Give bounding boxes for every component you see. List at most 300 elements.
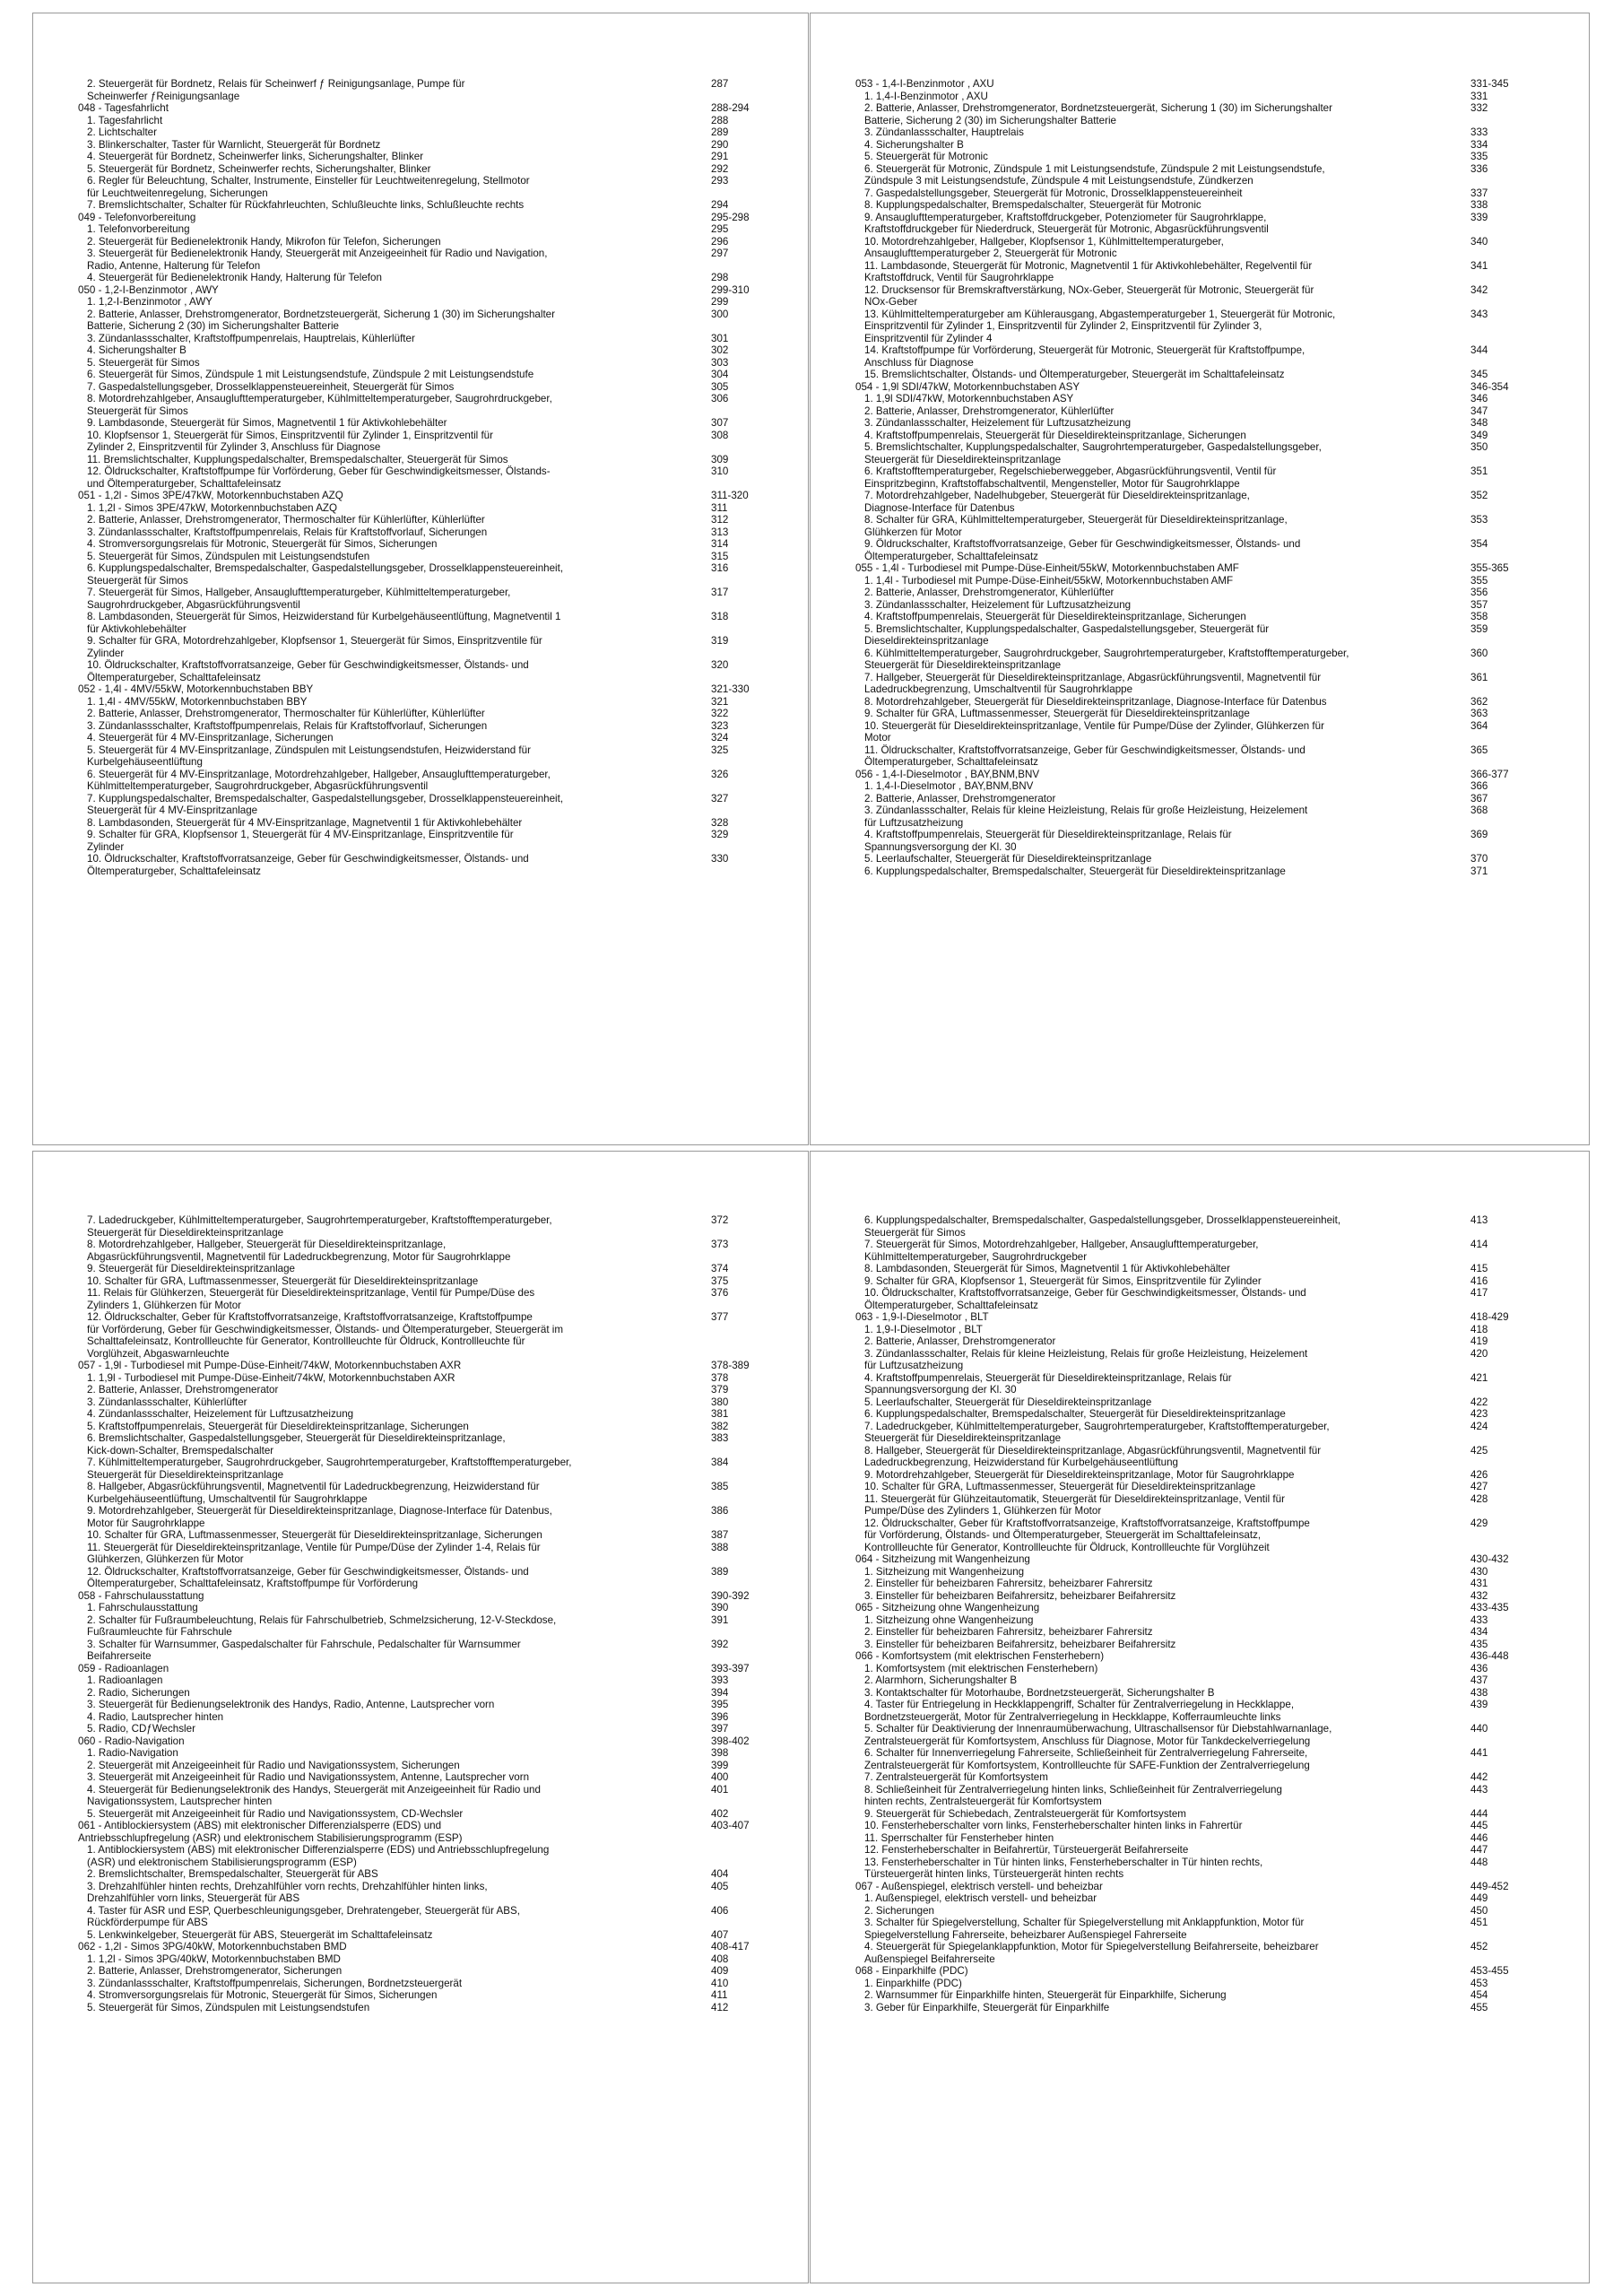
toc-entry [855,1820,1535,1832]
toc-page-number: 321 [711,695,729,708]
toc-entry [78,769,754,781]
toc-entry-title: 9. Motordrehzahlgeber, Steuergerät für Dieseldirekteinspritzanlage, Motor für Saugrohrklappe [864,1468,1295,1481]
toc-entry-title: 4. Sicherungshalter B [87,344,186,356]
toc-entry-title: 2. Einsteller für beheizbaren Fahrersitz, beheizbarer Fahrersitz [864,1578,1153,1589]
toc-page-number: 360 [1470,647,1488,659]
toc-entry [78,1566,754,1578]
toc-entry [78,562,754,575]
toc-page-number: 428 [1470,1492,1488,1505]
toc-entry [78,1687,754,1700]
toc-page-number: 398 [711,1747,729,1759]
toc-entry-title: 3. Zündanlassschalter, Kühlerlüfter [87,1396,247,1408]
toc-entry [78,1518,754,1530]
toc-entry [855,1674,1535,1687]
toc-chapter [78,1832,754,1845]
toc-entry [855,1408,1535,1421]
toc-entry-title: 12. Öldruckschalter, Geber für Kraftstoffvorratsanzeige, Kraftstoffvorratsanzeige, Kraftstoffpumpe [864,1517,1310,1529]
toc-entry-title: 3. Zündanlassschalter, Kraftstoffpumpenrelais, Relais für Kraftstoffvorlauf, Sicherungen [87,719,488,732]
toc-entry-title: 9. Steuergerät für Schiebedach, Zentralsteuergerät für Komfortsystem [864,1807,1186,1820]
toc-page-number: 352 [1470,490,1488,501]
toc-entry-title: 14. Kraftstoffpumpe für Vorförderung, Steuergerät für Motronic, Steuergerät für Kraftstoffpumpe, [864,344,1305,356]
toc-entry-title: Steuergerät für Dieseldirekteinspritzanlage [864,1432,1062,1444]
toc-page-number: 455 [1470,2001,1488,2013]
toc-entry [78,804,754,817]
toc-entry-title: 3. Zündanlassschalter, Kraftstoffpumpenrelais, Relais für Kraftstoffvorlauf, Sicherungen [87,526,488,538]
toc-entry [855,151,1535,163]
toc-page-number: 445 [1470,1820,1488,1831]
toc-entry [855,1796,1535,1808]
toc-entry [855,648,1535,660]
toc-page-number: 423 [1470,1408,1488,1420]
toc-entry [78,430,754,442]
toc-entry-title: 7. Zentralsteuergerät für Komfortsystem [864,1771,1048,1783]
toc-page-number: 413 [1470,1214,1488,1226]
toc-entry-title: 3. Zündanlassschalter, Kraftstoffpumpenrelais, Sicherungen, Bordnetzsteuergerät [87,1977,463,1989]
toc-entry [78,187,754,200]
toc-entry [855,587,1535,599]
toc-page-number: 317 [711,587,729,598]
toc-entry-title: 6. Steuergerät für Simos, Zündspule 1 mit Leistungsendstufe, Zündspule 2 mit Leistungsendstufe [87,369,534,380]
toc-entry [78,441,754,454]
toc-entry [78,405,754,418]
toc-page-number: 425 [1470,1444,1488,1457]
toc-entry [78,1287,754,1300]
toc-entry [855,538,1535,551]
toc-entry-title: 052 - 1,4l - 4MV/55kW, Motorkennbuchstaben BBY [78,683,314,695]
toc-entry [855,1771,1535,1784]
toc-entry-title: 1. 1,4l - Turbodiesel mit Pumpe-Düse-Einheit/55kW, Motorkennbuchstaben AMF [864,574,1234,587]
toc-entry-title: 8. Motordrehzahlgeber, Hallgeber, Steuergerät für Dieseldirekteinspritzanlage, [87,1239,447,1250]
toc-entry [78,1953,754,1966]
toc-entry-title: 12. Fensterheberschalter in Beifahrertür, Türsteuergerät Beifahrerseite [864,1844,1189,1856]
toc-entry [78,1457,754,1469]
toc-page-number: 400 [711,1771,729,1783]
toc-page-number: 340 [1470,235,1488,248]
toc-entry-title: (ASR) und elektronischem Stabilisierungsprogramm (ESP) [87,1856,357,1868]
toc-page-number [706,672,711,684]
toc-page-number [1465,1542,1470,1554]
toc-entry-title: Zylinder [87,840,125,853]
toc-page-number: 287 [711,78,729,90]
toc-entry [855,1505,1535,1518]
toc-entry [855,260,1535,273]
toc-entry [855,853,1535,865]
toc-entry-title: 5. Steuergerät für 4 MV-Einspritzanlage, Zündspulen mit Leistungsendstufen, Heizwiderstand für [87,744,531,756]
toc-entry-title: 2. Batterie, Anlasser, Drehstromgenerator, Bordnetzsteuergerät, Sicherung 1 (30) im Sicherungshalter [87,308,555,320]
toc-entry-title: 058 - Fahrschulausstattung [78,1589,204,1602]
toc-page-number: 309 [711,453,729,465]
toc-entry-title: 7. Kupplungspedalschalter, Bremspedalschalter, Gaspedalstellungsgeber, Drosselklappensteuereinheit, [87,792,564,804]
toc-page-number: 387 [711,1529,729,1541]
toc-entry [855,320,1535,333]
toc-entry-title: 065 - Sitzheizung ohne Wangenheizung [855,1602,1040,1613]
toc-page-number: 358 [1470,611,1488,622]
toc-entry-title: 5. Leerlaufschalter, Steuergerät für Dieseldirekteinspritzanlage [864,853,1152,865]
toc-page-number [706,405,711,418]
toc-entry [855,1300,1535,1312]
toc-entry-title: 2. Batterie, Anlasser, Drehstromgenerator, Kühlerlüfter [864,587,1115,598]
toc-entry [78,587,754,599]
toc-page-number [1465,320,1470,333]
toc-entry-title: 2. Radio, Sicherungen [87,1686,190,1699]
toc-entry [855,623,1535,636]
toc-entry [855,490,1535,502]
toc-page-number [706,1251,711,1264]
toc-entry-title: 1. Komfortsystem (mit elektrischen Fensterhebern) [864,1662,1098,1674]
toc-page-number: 348 [1470,417,1488,429]
toc-entry-title: 4. Steuergerät für Spiegelanklappfunktion, Motor für Spiegelverstellung Beifahrerseite, beheizbarer [864,1941,1319,1952]
toc-page-number: 334 [1470,138,1488,151]
toc-page-number [706,187,711,200]
toc-page-number: 313 [711,526,729,538]
toc-entry-title: 9. Schalter für GRA, Luftmassenmesser, Steuergerät für Dieseldirekteinspritzanlage [864,708,1250,719]
toc-page-number: 373 [711,1239,729,1250]
toc-page-number [1465,1953,1470,1966]
toc-entry-title: 4. Zündanlassschalter, Heizelement für Luftzusatzheizung [87,1408,354,1420]
toc-entry-title: 11. Lambdasonde, Steuergerät für Motronic, Magnetventil 1 für Aktivkohlebehälter, Regelventil für [864,259,1313,272]
toc-entry [855,1214,1535,1227]
toc-page-number: 431 [1470,1578,1488,1589]
toc-entry-title: 1. 1,9l - Turbodiesel mit Pumpe-Düse-Einheit/74kW, Motorkennbuchstaben AXR [87,1371,455,1384]
toc-entry [78,1747,754,1760]
toc-entry [855,1929,1535,1942]
toc-entry-title: Steuergerät für Dieseldirekteinspritzanlage [864,659,1062,671]
toc-entry-title: 8. Hallgeber, Abgasrückführungsventil, Magnetventil für Ladedruckbegrenzung, Heizwiderstand für [87,1481,540,1492]
toc-entry [855,441,1535,454]
toc-page-number: 289 [711,126,729,138]
toc-entry-title: 2. Einsteller für beheizbaren Fahrersitz, beheizbarer Fahrersitz [864,1626,1153,1638]
toc-entry [78,163,754,176]
toc-page-number: 296 [711,235,729,248]
toc-entry-title: 7. Ladedruckgeber, Kühlmitteltemperaturgeber, Saugrohrtemperaturgeber, Kraftstofftemperaturgeber, [87,1214,552,1226]
toc-page-number [1465,1360,1470,1372]
toc-entry [78,1324,754,1336]
toc-entry-title: 5. Bremslichtschalter, Kupplungspedalschalter, Gaspedalstellungsgeber, Steuergerät für [864,622,1270,635]
toc-page-number: 398-402 [711,1735,750,1747]
toc-page-number [1465,659,1470,672]
toc-entry-title: 5. Steuergerät mit Anzeigeeinheit für Radio und Navigationssystem, CD-Wechsler [87,1807,464,1820]
toc-entry-title: Kurbelgehäuseentlüftung, Umschaltventil für Saugrohrklappe [87,1492,368,1505]
toc-entry [78,526,754,539]
toc-entry-title: 061 - Antiblockiersystem (ABS) mit elektronischer Differenzialsperre (EDS) und [78,1820,442,1831]
toc-chapter [855,1881,1535,1893]
toc-page-number: 363 [1470,708,1488,719]
toc-entry-title: 7. Steuergerät für Simos, Motordrehzahlgeber, Hallgeber, Ansauglufttemperaturgeber, [864,1239,1259,1250]
toc-entry-title: 5. Steuergerät für Simos [87,356,200,369]
toc-entry-title: 5. Steuergerät für Bordnetz, Scheinwerfer rechts, Sicherungshalter, Blinker [87,162,431,175]
toc-entry-title: 5. Radio, CDƒWechsler [87,1723,195,1735]
toc-entry-title: 1. Sitzheizung mit Wangenheizung [864,1565,1025,1578]
toc-page-number: 293 [711,175,729,187]
toc-page-number: 371 [1470,865,1488,877]
toc-lines [78,1214,754,2274]
toc-page-number [1465,1251,1470,1264]
toc-entry-title: Zentralsteuergerät für Komfortsystem, Kontrollleuchte für SAFE-Funktion der Zentralverriegelung [864,1759,1310,1771]
toc-entry-title: 1. Telefonvorbereitung [87,223,190,235]
toc-entry [78,514,754,526]
toc-entry-title: Abgasrückführungsventil, Magnetventil für Ladedruckbegrenzung, Motor für Saugrohrklappe [87,1250,511,1263]
toc-page-number: 430-432 [1470,1553,1509,1565]
toc-entry [855,793,1535,805]
toc-entry-title: 9. Motordrehzahlgeber, Steuergerät für Dieseldirekteinspritzanlage, Diagnose-Interface für Datenbus, [87,1505,552,1517]
toc-page-number: 453-455 [1470,1965,1509,1977]
toc-entry [855,223,1535,236]
toc-entry [855,1978,1535,1990]
toc-page-number [1465,756,1470,769]
toc-page-number: 406 [711,1904,729,1917]
toc-page-number: 418 [1470,1323,1488,1335]
toc-entry [855,1578,1535,1590]
toc-page-number [706,1324,711,1336]
toc-page-number: 438 [1470,1686,1488,1699]
toc-entry [78,744,754,757]
toc-entry-title: 051 - 1,2l - Simos 3PE/47kW, Motorkennbuchstaben AZQ [78,490,343,501]
toc-entry [78,357,754,370]
toc-entry [855,1832,1535,1845]
toc-entry-title: 8. Lambdasonden, Steuergerät für 4 MV-Einspritzanlage, Magnetventil 1 für Aktivkohlebehälter [87,816,523,829]
toc-page-number: 408-417 [711,1941,750,1952]
toc-entry [855,502,1535,515]
toc-page-number [1465,1711,1470,1724]
toc-entry-title: 12. Öldruckschalter, Geber für Kraftstoffvorratsanzeige, Kraftstoffvorratsanzeige, Kraftstoffpumpe [87,1311,533,1323]
toc-entry [855,1760,1535,1772]
toc-entry-title: 8. Lambdasonden, Steuergerät für Simos, Magnetventil 1 für Aktivkohlebehälter [864,1263,1230,1274]
toc-entry-title: 2. Batterie, Anlasser, Drehstromgenerator, Bordnetzsteuergerät, Sicherung 1 (30) im Sicherungshalter [864,102,1332,114]
toc-page-number: 320 [711,659,729,671]
toc-page-number: 295-298 [711,211,750,223]
toc-entry-title: 11. Steuergerät für Dieseldirekteinspritzanlage, Ventile für Pumpe/Düse der Zylinder 1-4, Relais für [87,1541,541,1553]
toc-entry [78,853,754,865]
toc-page-number: 385 [711,1481,729,1492]
toc-entry [78,1905,754,1918]
toc-entry-title: 10. Öldruckschalter, Kraftstoffvorratsanzeige, Geber für Geschwindigkeitsmesser, Ölstands- und [864,1287,1306,1299]
toc-chapter [78,284,754,297]
toc-entry-title: 1. Fahrschulausstattung [87,1602,198,1613]
toc-entry [855,696,1535,709]
toc-page-number: 328 [711,816,729,829]
toc-entry-title: 11. Relais für Glühkerzen, Steuergerät für Dieseldirekteinspritzanlage, Ventil für Pumpe/Düse des [87,1287,535,1299]
toc-entry [78,1965,754,1978]
toc-entry-title: 6. Kühlmitteltemperaturgeber, Saugrohrdruckgeber, Saugrohrtemperaturgeber, Kraftstofftemperaturgeber, [864,647,1349,659]
toc-entry [855,1360,1535,1372]
toc-entry [78,115,754,127]
toc-entry [855,1711,1535,1724]
toc-page-number: 335 [1470,151,1488,162]
toc-page-number: 452 [1470,1941,1488,1952]
toc-entry-title: 049 - Telefonvorbereitung [78,211,196,223]
toc-page-number: 288-294 [711,102,750,114]
toc-page-number: 389 [711,1565,729,1578]
toc-entry [855,333,1535,345]
toc-entry-title: 3. Einsteller für beheizbaren Beifahrersitz, beheizbarer Beifahrersitz [864,1589,1176,1602]
toc-entry [78,1978,754,1990]
toc-page-number: 411 [711,1989,728,2001]
toc-entry-title: 055 - 1,4l - Turbodiesel mit Pumpe-Düse-Einheit/55kW, Motorkennbuchstaben AMF [855,562,1239,574]
toc-entry-title: Steuergerät für Dieseldirekteinspritzanlage [87,1226,284,1239]
toc-page-number: 427 [1470,1481,1488,1492]
toc-entry [78,1275,754,1288]
toc-entry-title: 1. Außenspiegel, elektrisch verstell- und beheizbar [864,1892,1097,1904]
toc-entry-title: 3. Kontaktschalter für Motorhaube, Bordnetzsteuergerät, Sicherungshalter B [864,1686,1215,1699]
toc-entry [78,1214,754,1227]
toc-entry-title: 067 - Außenspiegel, elektrisch verstell- und beheizbar [855,1880,1103,1892]
toc-page-number: 316 [711,562,729,574]
toc-entry-title: Steuergerät für Dieseldirekteinspritzanlage [87,1468,284,1481]
toc-entry-title: Ansauglufttemperaturgeber 2, Steuergerät für Motronic [864,248,1117,259]
toc-entry-title: 10. Motordrehzahlgeber, Hallgeber, Klopfsensor 1, Kühlmitteltemperaturgeber, [864,235,1224,248]
toc-entry-title: 1. Einparkhilfe (PDC) [864,1977,962,1989]
toc-page-number: 433-435 [1470,1602,1509,1613]
toc-entry-title: Ladedruckbegrenzung, Heizwiderstand für Kurbelgehäuseentlüftung [864,1457,1178,1468]
toc-entry-title: 7. Ladedruckgeber, Kühlmitteltemperaturgeber, Saugrohrtemperaturgeber, Kraftstofftemperaturgeber, [864,1420,1330,1432]
toc-entry-title: 1. 1,9l SDI/47kW, Motorkennbuchstaben ASY [864,393,1074,404]
toc-page-number [1465,1384,1470,1396]
toc-entry [855,91,1535,103]
toc-entry-title: 054 - 1,9l SDI/47kW, Motorkennbuchstaben ASY [855,380,1080,393]
toc-page-number: 441 [1470,1747,1488,1759]
toc-page-number: 290 [711,138,729,151]
toc-page-number: 325 [711,744,729,756]
toc-entry [855,1384,1535,1396]
toc-entry-title: 4. Steuergerät für Bedienelektronik Handy, Halterung für Telefon [87,272,382,283]
toc-entry [78,829,754,841]
toc-entry-title: Rückförderpumpe für ABS [87,1917,208,1928]
toc-entry [78,1493,754,1506]
toc-entry-title: 3. Steuergerät für Bedienungselektronik des Handys, Radio, Antenne, Lautsprecher vorn [87,1699,495,1710]
toc-page-number [1465,357,1470,370]
toc-entry-title: 7. Bremslichtschalter, Schalter für Rückfahrleuchten, Schlußleuchte links, Schlußleuchte rechts [87,199,525,211]
toc-entry [78,672,754,684]
toc-entry-title: 6. Kupplungspedalschalter, Bremspedalschalter, Steuergerät für Dieseldirekteinspritzanlage [864,865,1286,877]
toc-entry-title: Steuergerät für Simos [87,404,188,417]
toc-page-number: 383 [711,1432,729,1444]
toc-entry-title: 10. Klopfsensor 1, Steuergerät für Simos, Einspritzventil für Zylinder 1, Einspritzventil für [87,429,493,441]
toc-entry [78,502,754,515]
toc-page-number [706,1348,711,1361]
toc-entry-title: 4. Stromversorgungsrelais für Motronic, Steuergerät für Simos, Sicherungen [87,1989,438,2001]
toc-page-number: 322 [711,708,729,719]
toc-entry-title: 8. Motordrehzahlgeber, Steuergerät für Dieseldirekteinspritzanlage, Diagnose-Interface für Datenbus [864,695,1327,708]
toc-entry [855,1518,1535,1530]
toc-entry [78,417,754,430]
toc-chapter [855,1602,1535,1614]
toc-chapter [855,78,1535,91]
toc-entry [855,1348,1535,1361]
toc-entry [855,829,1535,841]
toc-page-number: 361 [1470,671,1488,683]
toc-entry-title: 8. Schließeinheit für Zentralverriegelung hinten links, Schließeinheit für Zentralverriegelung [864,1783,1282,1796]
toc-page-number: 349 [1470,429,1488,441]
toc-entry-title: 1. Radioanlagen [87,1674,163,1686]
toc-chapter [78,1735,754,1748]
toc-entry [78,1421,754,1433]
toc-page-number: 382 [711,1420,729,1432]
toc-entry-title: Außenspiegel Beifahrerseite [864,1952,995,1965]
toc-page-number: 436 [1470,1662,1488,1674]
toc-chapter [78,102,754,115]
toc-entry [855,732,1535,744]
toc-entry-title: 2. Steuergerät für Bordnetz, Relais für Scheinwerf ƒ Reinigungsanlage, Pumpe für [87,78,465,90]
toc-entry-title: 2. Steuergerät mit Anzeigeeinheit für Radio und Navigationssystem, Sicherungen [87,1759,460,1771]
toc-entry-title: 5. Steuergerät für Simos, Zündspulen mit Leistungsendstufen [87,550,370,562]
toc-entry [855,1699,1535,1711]
toc-page-number: 408 [711,1952,729,1965]
toc-page-number [706,1578,711,1590]
toc-page-number: 300 [711,308,729,320]
toc-page-number: 355 [1470,574,1488,587]
toc-page-number: 353 [1470,514,1488,526]
toc-entry-title: 8. Kupplungspedalschalter, Bremspedalschalter, Steuergerät für Motronic [864,199,1201,211]
toc-entry-title: Zündspule 3 mit Leistungsendstufe, Zündspule 4 mit Leistungsendstufe, Zündkerzen [864,175,1253,187]
toc-entry [78,465,754,478]
toc-page-number [1465,526,1470,539]
toc-entry-title: Kurbelgehäuseentlüftung [87,756,203,768]
toc-entry-title: für Vorförderung, Geber für Geschwindigkeitsmesser, Ölstands- und Öltemperaturgeber, Steuergerät im [87,1323,563,1335]
toc-entry [855,1917,1535,1929]
toc-page-number: 436-448 [1470,1650,1509,1662]
toc-page-number: 368 [1470,804,1488,816]
toc-entry-title: 6. Kupplungspedalschalter, Bremspedalschalter, Gaspedalstellungsgeber, Drosselklappensteuereinheit, [864,1214,1341,1226]
toc-entry [855,212,1535,224]
toc-entry [855,1747,1535,1760]
toc-entry-title: 10. Öldruckschalter, Kraftstoffvorratsanzeige, Geber für Geschwindigkeitsmesser, Ölstands- und [87,853,529,865]
toc-page-number: 336 [1470,162,1488,175]
document-page-2 [810,13,1590,1145]
toc-entry [78,1311,754,1324]
toc-page-number: 444 [1470,1807,1488,1820]
toc-page-number [1465,502,1470,515]
toc-page-number [706,623,711,636]
toc-entry [855,720,1535,733]
toc-entry-title: 4. Radio, Lautsprecher hinten [87,1710,224,1723]
toc-entry-title: 062 - 1,2l - Simos 3PG/40kW, Motorkennbuchstaben BMD [78,1941,347,1952]
toc-entry [78,1553,754,1566]
toc-entry-title: 2. Alarmhorn, Sicherungshalter B [864,1674,1018,1686]
toc-entry [855,756,1535,769]
toc-entry [78,551,754,563]
toc-entry-title: Kühlmitteltemperaturgeber, Saugrohrdruckgeber [864,1250,1088,1263]
toc-entry-title: für Luftzusatzheizung [864,1360,964,1371]
toc-chapter [855,1553,1535,1566]
toc-entry [78,1650,754,1663]
toc-page-number [1465,454,1470,466]
toc-page-number: 291 [711,151,729,162]
toc-entry [855,478,1535,491]
toc-page-number [1465,635,1470,648]
toc-entry [855,1275,1535,1288]
toc-entry [855,175,1535,187]
toc-entry [78,1771,754,1784]
toc-page-number: 393-397 [711,1662,750,1674]
toc-page-number: 394 [711,1686,729,1699]
toc-entry-title: 4. Kraftstoffpumpenrelais, Steuergerät für Dieseldirekteinspritzanlage, Sicherungen [864,611,1246,622]
toc-entry [78,1396,754,1409]
toc-entry-title: Saugrohrdruckgeber, Abgasrückführungsventil [87,598,300,611]
toc-page-number: 404 [711,1868,729,1880]
toc-page-number [1465,1227,1470,1239]
toc-entry-title: 064 - Sitzheizung mit Wangenheizung [855,1553,1030,1565]
toc-page-number: 312 [711,514,729,526]
toc-entry-title: 5. Lenkwinkelgeber, Steuergerät für ABS, Steuergerät im Schalttafeleinsatz [87,1928,433,1941]
toc-entry [855,611,1535,623]
toc-page-number: 449 [1470,1892,1488,1904]
toc-entry-title: 1. 1,2l - Simos 3PG/40kW, Motorkennbuchstaben BMD [87,1952,341,1965]
toc-page-number: 343 [1470,308,1488,320]
toc-entry [78,696,754,709]
toc-entry [78,1808,754,1821]
document-page-1 [32,13,809,1145]
toc-page-number: 402 [711,1807,729,1820]
